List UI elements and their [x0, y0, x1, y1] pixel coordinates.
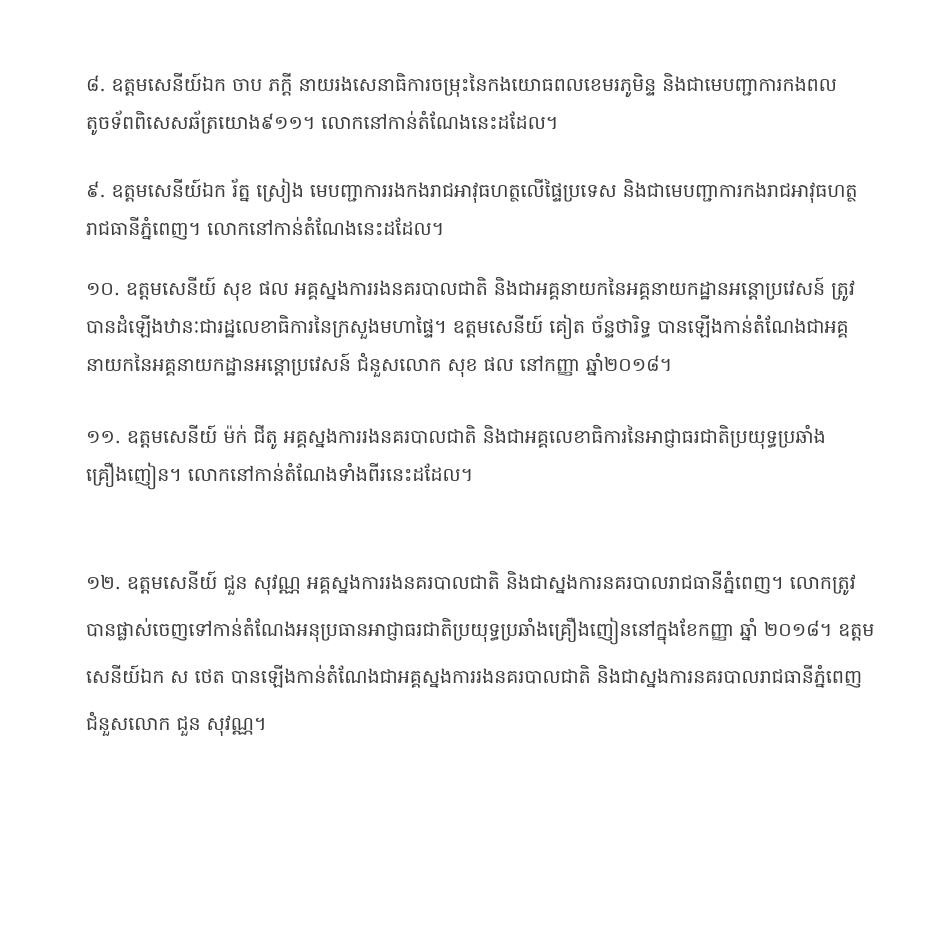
paragraph-11: ១១. ឧត្តមសេនីយ៍ ម៉ក់ ជីតូ អគ្គស្នងការរងនគរបាលជាតិ និងជាអគ្គលេខាធិការនៃអាជ្ញាធរជាតិប្រយុទ្ធប្រឆាំងគ្រឿងញៀន។ លោកនៅកាន់តំណែងទាំងពីរនេះដដែល។	[86, 426, 826, 486]
paragraph-12: ១២. ឧត្តមសេនីយ៍ ជួន សុវណ្ណ អគ្គស្នងការរងនគរបាលជាតិ និងជាស្នងការនគរបាលរាជធានីភ្នំពេញ។ លោកត្រូវបានផ្លាស់ចេញទៅកាន់តំណែងអនុប្រធានអាជ្ញាធរជាតិប្រយុទ្ធប្រឆាំងគ្រឿងញៀននៅក្នុងខែកញ្ញា ឆ្នាំ ២០១៨។ ឧត្តមសេនីយ៍ឯក ស ថេត បានឡើងកាន់តំណែងជាអគ្គស្នងការរងនគរបាលជាតិ និងជាស្នងការនគរបាលរាជធានីភ្នំពេញ ជំនួសលោក ជួន សុវណ្ណ។	[86, 572, 875, 735]
paragraph-10: ១០. ឧត្តមសេនីយ៍ សុខ ផល អគ្គស្នងការរងនគរបាលជាតិ និងជាអគ្គនាយកនៃអគ្គនាយកដ្ឋានអន្តោប្រវេសន៍ ត្រូវបានដំឡើងឋានៈជារដ្ឋលេខាធិការនៃក្រសួងមហាផ្ទៃ។ ឧត្តមសេនីយ៍ គៀត ច័ន្ទថារិទ្ធ បានឡើងកាន់តំណែងជាអគ្គនាយកនៃអគ្គនាយកដ្ឋានអន្តោប្រវេសន៍ ជំនួសលោក សុខ ផល នៅកញ្ញា ឆ្នាំ២០១៨។	[86, 278, 855, 376]
paragraph-9: ៩. ឧត្តមសេនីយ៍ឯក រ័ត្ន ស្រៀង មេបញ្ជាការរងកងរាជអាវុធហត្ថលើផ្ទៃប្រទេស និងជាមេបញ្ជាការកងរាជអាវុធហត្ថរាជធានីភ្នំពេញ។ លោកនៅកាន់តំណែងនេះដដែល។	[86, 180, 858, 240]
paragraph-8: ៨. ឧត្តមសេនីយ៍ឯក ចាប ភក្ដី នាយរងសេនាធិការចម្រុះនៃកងយោធពលខេមរភូមិន្ទ និងជាមេបញ្ជាការកងពលតូចទ័ពពិសេសឆ័ត្រយោង៩១១។ លោកនៅកាន់តំណែងនេះដដែល។	[86, 74, 837, 134]
